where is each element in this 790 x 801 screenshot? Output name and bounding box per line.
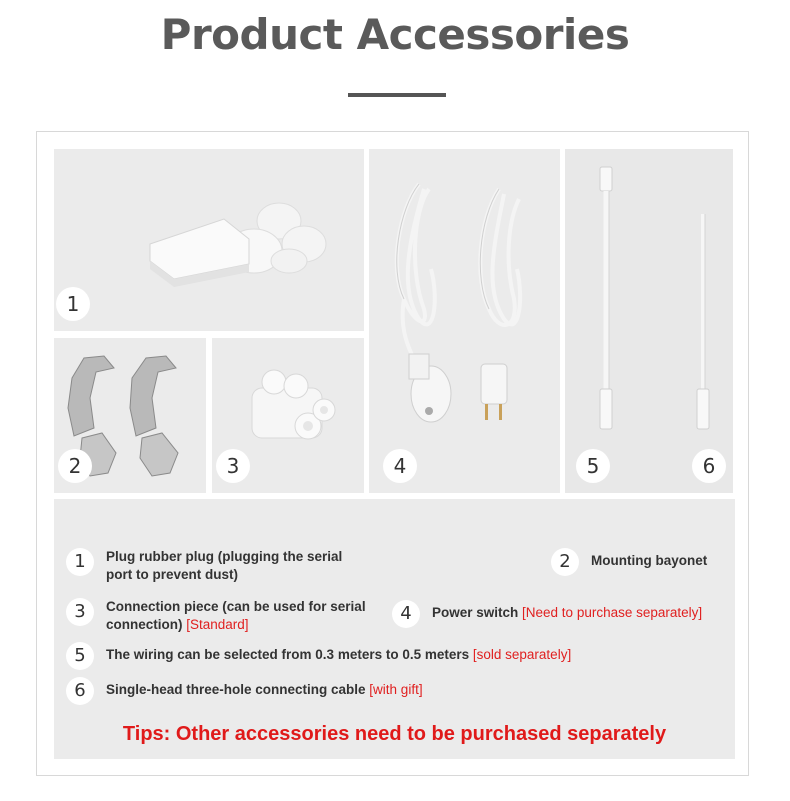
item-text: Plug rubber plug (plugging the serial port to prevent dust)	[106, 549, 343, 582]
rubber-plug-image	[54, 149, 364, 331]
tile-number: 2	[58, 449, 92, 483]
wiring-cables-image	[565, 149, 733, 493]
item-text: Power switch [Need to purchase separately]	[432, 605, 703, 620]
list-item	[66, 677, 423, 705]
tile-number: 3	[216, 449, 250, 483]
tile-number: 1	[56, 287, 90, 321]
item-text: Single-head three-hole connecting cable [with gift]	[106, 682, 423, 697]
tile-number: 5	[576, 449, 610, 483]
tile-mounting-bayonet	[54, 338, 206, 493]
title-underline	[348, 93, 446, 97]
list-item	[66, 548, 342, 584]
power-cables-image	[369, 149, 560, 493]
item-number: 6	[66, 677, 94, 705]
list-item	[66, 598, 366, 634]
tile-number: 4	[383, 449, 417, 483]
tile-number: 6	[692, 449, 726, 483]
item-number: 3	[66, 598, 94, 626]
item-text: Connection piece (can be used for serial connection) [Standard]	[106, 599, 366, 632]
tile-power-cables	[369, 149, 560, 493]
tile-connection-piece	[212, 338, 364, 493]
item-number: 1	[66, 548, 94, 576]
item-text: The wiring can be selected from 0.3 meters to 0.5 meters [sold separately]	[106, 647, 572, 662]
list-item	[66, 642, 571, 670]
tile-rubber-plug	[54, 149, 364, 331]
tile-wiring-cables	[565, 149, 733, 493]
tips-note: Tips: Other accessories need to be purchased separately	[122, 723, 667, 745]
item-number: 4	[392, 600, 420, 628]
item-number: 5	[66, 642, 94, 670]
list-item	[551, 548, 707, 576]
item-number: 2	[551, 548, 579, 576]
item-text: Mounting bayonet	[591, 553, 708, 568]
accessory-descriptions	[54, 499, 735, 759]
page-title: Product Accessories	[160, 10, 630, 59]
list-item	[392, 600, 702, 628]
